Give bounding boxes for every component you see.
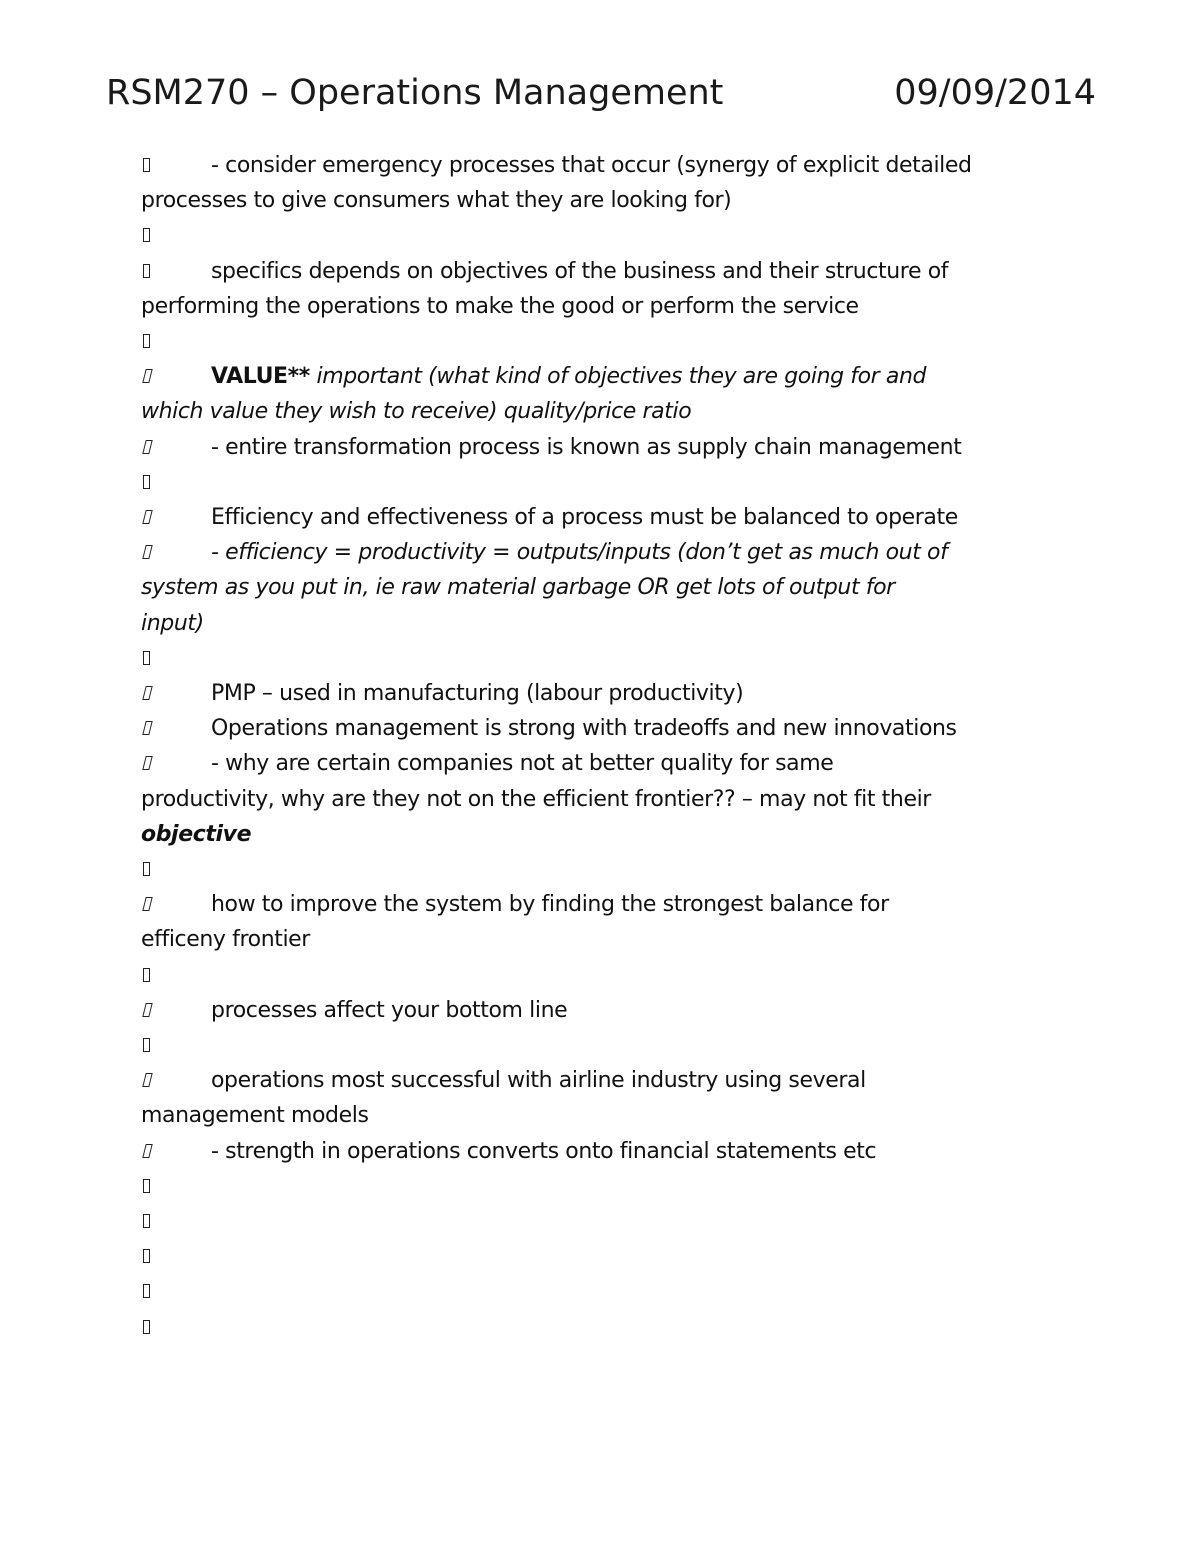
empty-list-item	[141, 852, 1101, 887]
note-text-italic: which value they wish to receive) quality/price ratio	[141, 399, 692, 425]
list-item	[141, 535, 1101, 570]
empty-list-item	[141, 1028, 1101, 1063]
note-text: how to improve the system by finding the strongest balance for	[211, 892, 889, 918]
page-header	[106, 70, 1096, 116]
list-item	[141, 1063, 1101, 1098]
note-text: - why are certain companies not at better quality for same	[211, 751, 834, 777]
empty-list-item	[141, 324, 1101, 359]
note-text: - entire transformation process is known as supply chain management	[211, 434, 962, 460]
list-item-continuation	[141, 183, 1101, 218]
empty-list-item	[141, 1239, 1101, 1274]
note-text-italic: important (what kind of objectives they are going for and	[309, 364, 927, 390]
note-text-italic: input)	[141, 610, 204, 636]
list-item-continuation	[141, 922, 1101, 957]
list-item	[141, 711, 1101, 746]
list-item-continuation	[141, 289, 1101, 324]
list-item-continuation	[141, 1098, 1101, 1133]
list-item-continuation	[141, 817, 1101, 852]
note-text: processes affect your bottom line	[211, 997, 568, 1023]
note-text: processes to give consumers what they are looking for)	[141, 188, 732, 214]
empty-list-item	[141, 958, 1101, 993]
note-text: Operations management is strong with tradeoffs and new innovations	[211, 716, 957, 742]
note-text: Efficiency and effectiveness of a process must be balanced to operate	[211, 504, 958, 530]
empty-list-item	[141, 1310, 1101, 1345]
list-item	[141, 254, 1101, 289]
list-item	[141, 1134, 1101, 1169]
notes-body	[141, 148, 1101, 1345]
header-date: 09/09/2014	[894, 73, 1096, 113]
list-item	[141, 993, 1101, 1028]
list-item	[141, 430, 1101, 465]
note-text: productivity, why are they not on the efficient frontier?? – may not fit their	[141, 786, 931, 812]
note-text: specifics depends on objectives of the business and their structure of	[211, 258, 949, 284]
emphasis-bold: VALUE**	[211, 364, 310, 390]
note-text: performing the operations to make the good or perform the service	[141, 293, 859, 319]
list-item	[141, 148, 1101, 183]
list-item	[141, 500, 1101, 535]
list-item	[141, 359, 1101, 394]
note-text-italic: - efficiency = productivity = outputs/inputs (don’t get as much out of	[211, 540, 948, 566]
course-title: RSM270 – Operations Management	[106, 73, 724, 113]
list-item-continuation	[141, 570, 1101, 605]
note-text: - strength in operations converts onto financial statements etc	[211, 1138, 877, 1164]
note-text: PMP – used in manufacturing (labour productivity)	[211, 680, 744, 706]
empty-list-item	[141, 1274, 1101, 1309]
note-text: efficeny frontier	[141, 927, 310, 953]
note-text-italic: system as you put in, ie raw material garbage OR get lots of output for	[141, 575, 895, 601]
emphasis-bold-italic: objective	[141, 821, 252, 847]
empty-list-item	[141, 1204, 1101, 1239]
list-item-continuation	[141, 782, 1101, 817]
list-item-continuation	[141, 606, 1101, 641]
note-text: operations most successful with airline industry using several	[211, 1068, 866, 1094]
empty-list-item	[141, 1169, 1101, 1204]
empty-list-item	[141, 218, 1101, 253]
list-item	[141, 746, 1101, 781]
note-text: management models	[141, 1103, 369, 1129]
empty-list-item	[141, 465, 1101, 500]
list-item-continuation	[141, 394, 1101, 429]
note-text: - consider emergency processes that occur (synergy of explicit detailed	[211, 153, 972, 178]
empty-list-item	[141, 641, 1101, 676]
list-item	[141, 887, 1101, 922]
list-item	[141, 676, 1101, 711]
